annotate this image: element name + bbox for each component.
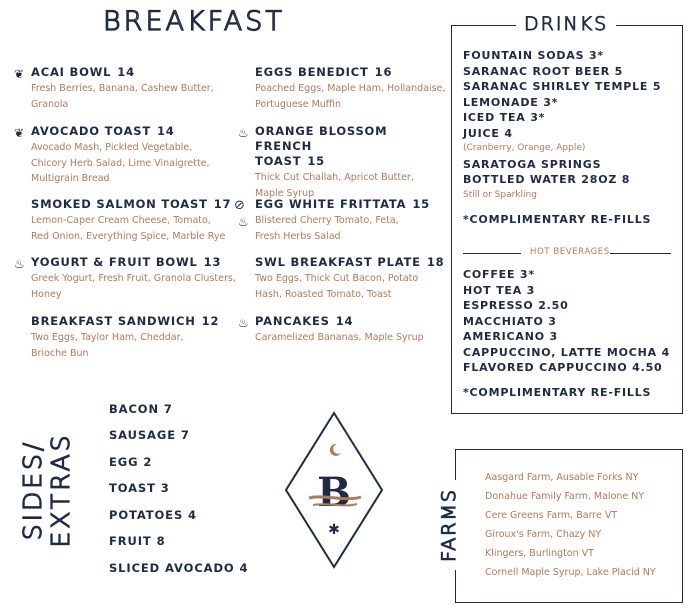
sides-title bbox=[19, 415, 75, 565]
item-desc: Multigrain Bread bbox=[31, 173, 110, 184]
sides-title-line-2: EXTRAS bbox=[46, 432, 75, 548]
logo-swoosh bbox=[309, 497, 361, 499]
item-desc: Avocado Mash, Pickled Vegetable, bbox=[31, 142, 193, 153]
item-desc: Maple Syrup bbox=[255, 187, 315, 199]
item-desc: Hash, Roasted Tomato, Toast bbox=[255, 288, 392, 300]
item-desc: Granola bbox=[31, 98, 69, 110]
item-price: 14 bbox=[157, 124, 175, 138]
item-name: SMOKED SALMON TOAST bbox=[31, 197, 208, 211]
beet-icon: ♨ bbox=[238, 316, 249, 330]
side-item: POTATOES 4 bbox=[109, 508, 197, 522]
item-desc: Blistered Cherry Tomato, Feta, bbox=[255, 215, 399, 226]
item-name: EGG WHITE FRITTATA bbox=[255, 197, 407, 211]
farm-item: Donahue Family Farm, Malone NY bbox=[485, 491, 645, 502]
side-item: BACON 7 bbox=[109, 402, 173, 416]
item-name: YOGURT & FRUIT BOWL bbox=[31, 255, 198, 269]
drink-line: ICED TEA 3* bbox=[463, 111, 546, 124]
drinks-hot-list bbox=[463, 267, 678, 400]
juice-note: (Cranberry, Orange, Apple) bbox=[463, 143, 586, 153]
menu-item-breakfast-sandwich bbox=[31, 314, 261, 361]
star-icon: ✱ bbox=[328, 522, 340, 538]
farm-item: Cornell Maple Syrup, Lake Placid NY bbox=[485, 567, 656, 578]
item-price: 16 bbox=[374, 65, 393, 79]
item-name: ORANGE BLOSSOM FRENCH bbox=[255, 124, 388, 153]
refill-note: *COMPLIMENTARY RE-FILLS bbox=[463, 213, 652, 226]
drink-line: AMERICANO 3 bbox=[463, 330, 558, 343]
drinks-title: DRINKS bbox=[516, 12, 616, 36]
farms-title-text: FARMS bbox=[438, 488, 460, 562]
item-price: 17 bbox=[213, 197, 232, 211]
side-item: EGG 2 bbox=[109, 455, 153, 469]
menu-item-orange-blossom-french-toast bbox=[255, 124, 445, 201]
item-desc: Poached Eggs, Maple Ham, Hollandaise, bbox=[255, 83, 446, 94]
side-item: SAUSAGE 7 bbox=[109, 428, 190, 442]
drinks-cold-list bbox=[463, 48, 678, 228]
item-desc: Chicory Herb Salad, Lime Vinaigrette, bbox=[31, 157, 210, 169]
menu-item-yogurt-fruit-bowl bbox=[31, 255, 261, 302]
farm-item: Cere Greens Farm, Barre VT bbox=[485, 510, 618, 521]
hot-divider-right bbox=[610, 253, 671, 254]
item-name: EGGS BENEDICT bbox=[255, 65, 369, 79]
drink-line: SARANAC ROOT BEER 5 bbox=[463, 64, 624, 78]
farm-item: Aasgard Farm, Ausable Forks NY bbox=[485, 472, 639, 483]
item-desc: Greek Yogurt, Fresh Fruit, Granola Clusters, bbox=[31, 273, 236, 284]
menu-item-acai-bowl bbox=[31, 65, 261, 112]
drink-line: SARATOGA SPRINGS bbox=[463, 157, 602, 171]
drink-line: MACCHIATO 3 bbox=[463, 314, 557, 328]
item-name: PANCAKES bbox=[255, 314, 330, 328]
side-item: TOAST 3 bbox=[109, 481, 170, 495]
drink-line: CAPPUCCINO, LATTE MOCHA 4 bbox=[463, 345, 671, 359]
drink-line: ESPRESSO 2.50 bbox=[463, 299, 569, 312]
item-desc: Two Eggs, Taylor Ham, Cheddar, bbox=[31, 332, 184, 343]
drink-line: SARANAC SHIRLEY TEMPLE 5 bbox=[463, 80, 662, 93]
drink-line: BOTTLED WATER 28OZ 8 bbox=[463, 173, 631, 186]
drink-line: LEMONADE 3* bbox=[463, 95, 559, 109]
water-note: Still or Sparkling bbox=[463, 189, 537, 200]
item-desc: Lemon-Caper Cream Cheese, Tomato, bbox=[31, 215, 211, 226]
item-price: 18 bbox=[426, 255, 445, 269]
beet-icon: ♨ bbox=[238, 126, 249, 140]
menu-item-smoked-salmon-toast bbox=[31, 197, 261, 244]
item-price: 14 bbox=[335, 314, 354, 328]
refill-note: *COMPLIMENTARY RE-FILLS bbox=[463, 385, 652, 399]
item-desc: Red Onion, Everything Spice, Marble Rye bbox=[31, 230, 226, 242]
item-name: SWL BREAKFAST PLATE bbox=[255, 255, 421, 269]
item-price: 14 bbox=[117, 65, 135, 79]
item-price: 13 bbox=[203, 255, 222, 269]
leaf-icon: ❦ bbox=[14, 126, 25, 140]
drink-line: COFFEE 3* bbox=[463, 268, 535, 281]
item-name-cont: TOAST bbox=[255, 154, 302, 168]
item-price: 12 bbox=[201, 314, 220, 328]
logo-letter: B bbox=[317, 469, 351, 516]
drink-line: JUICE 4 bbox=[463, 126, 513, 140]
item-desc: Thick Cut Challah, Apricot Butter, bbox=[255, 172, 414, 183]
item-desc: Fresh Herbs Salad bbox=[255, 230, 341, 242]
logo-swoosh bbox=[313, 504, 357, 505]
item-desc: Honey bbox=[31, 288, 62, 300]
leaf-icon: ❦ bbox=[14, 67, 25, 81]
side-item: SLICED AVOCADO 4 bbox=[109, 561, 249, 575]
item-name: BREAKFAST SANDWICH bbox=[31, 314, 196, 328]
sides-title-line-1: SIDES/ bbox=[18, 439, 47, 541]
item-desc: Fresh Berries, Banana, Cashew Butter, bbox=[31, 83, 214, 94]
beet-icon: ♨ bbox=[238, 215, 249, 229]
item-price: 15 bbox=[307, 154, 325, 168]
farm-item: Klingers, Burlington VT bbox=[485, 548, 594, 559]
item-desc: Brioche Bun bbox=[31, 347, 89, 359]
farm-item: Giroux's Farm, Chazy NY bbox=[485, 529, 602, 540]
hot-beverages-heading: HOT BEVERAGES bbox=[530, 247, 610, 257]
drink-line: HOT TEA 3 bbox=[463, 283, 536, 297]
hot-divider-left bbox=[463, 253, 521, 254]
item-price: 15 bbox=[412, 197, 430, 211]
item-desc: Portuguese Muffin bbox=[255, 98, 341, 110]
no-gluten-icon: ⊘ bbox=[234, 198, 245, 213]
item-name: ACAI BOWL bbox=[31, 65, 112, 79]
beet-icon: ♨ bbox=[14, 257, 25, 271]
drink-line: FLAVORED CAPPUCCINO 4.50 bbox=[463, 361, 663, 374]
breakfast-title: BREAKFAST bbox=[103, 6, 285, 37]
farms-title bbox=[438, 480, 468, 570]
menu-item-avocado-toast bbox=[31, 124, 261, 187]
side-item: FRUIT 8 bbox=[109, 534, 166, 548]
item-name: AVOCADO TOAST bbox=[31, 124, 151, 138]
item-desc: Caramelized Bananas, Maple Syrup bbox=[255, 332, 424, 343]
moon-icon bbox=[330, 444, 341, 456]
item-desc: Two Eggs, Thick Cut Bacon, Potato bbox=[255, 273, 419, 284]
drink-line: FOUNTAIN SODAS 3* bbox=[463, 49, 604, 62]
logo-emblem bbox=[283, 410, 385, 570]
